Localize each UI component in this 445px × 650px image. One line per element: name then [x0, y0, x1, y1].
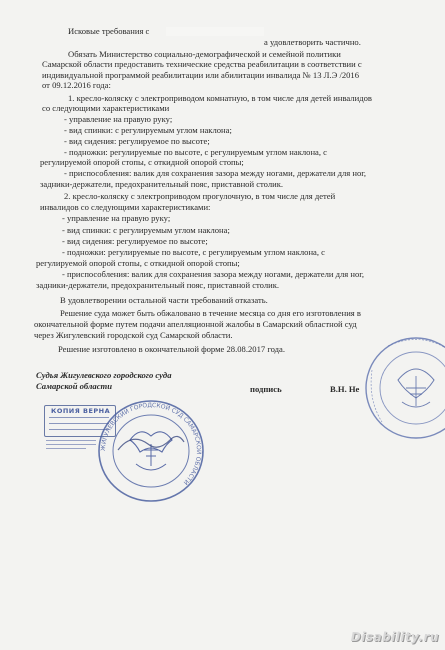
text-line: - приспособления: валик для сохранения зазора между ногами, держатели для ног,: [64, 168, 366, 178]
text-line: инвалидов со следующими характеристиками:: [40, 202, 211, 212]
text-line: задники-держатели, предохранительный пояс, приставной столик.: [36, 280, 280, 290]
text-line: Обязать Министерство социально-демографической и семейной политики: [68, 49, 341, 59]
text-line: через Жигулевский городской суд Самарской области.: [34, 330, 233, 340]
watermark: Disability.ru: [350, 630, 439, 644]
text-line: В удовлетворении остальной части требований отказать.: [60, 295, 268, 305]
text-line: регулируемой опорой стопы, с откидной опорой стопы;: [40, 157, 244, 167]
court-seal-right: [358, 330, 445, 445]
text-line: индивидуальной программой реабилитации или абилитации инвалида № 13 Л.Э /2016: [42, 70, 360, 80]
judge-court-region: Самарской области: [36, 381, 112, 391]
text-line: регулируемой опорой стопы, с откидной опорой стопы;: [36, 258, 240, 268]
text-line: Решение суда может быть обжаловано в течение месяца со дня его изготовления в: [60, 308, 361, 318]
text-line-satisfy: а удовлетворить частично.: [264, 37, 361, 47]
text-line: 1. кресло-коляску с электроприводом комнатную, в том числе для детей инвалидов: [68, 93, 372, 103]
text-line: - управление на правую руку;: [62, 213, 171, 223]
text-line: - приспособления: валик для сохранения зазора между ногами, держатели для ног,: [62, 269, 364, 279]
text-line: - вид сидения: регулируемое по высоте;: [64, 136, 210, 146]
text-line: Самарской области предоставить технические средства реабилитации в соответствии с: [42, 59, 362, 69]
text-line-claims: Исковые требования с: [68, 26, 150, 36]
stamp-detail-text: [46, 438, 96, 449]
text-line: - подножки: регулируемые по высоте, с регулируемым углом наклона, с: [64, 147, 327, 157]
text-line: со следующими характеристиками: [42, 103, 170, 113]
text-line: - вид спинки: с регулируемым углом наклона;: [62, 225, 230, 235]
signature-label: подпись: [250, 384, 282, 394]
court-seal: [90, 398, 212, 504]
text-line: - вид спинки: с регулируемым углом наклона;: [64, 125, 232, 135]
text-line: окончательной форме путем подачи апелляционной жалобы в Самарский областной суд: [34, 319, 357, 329]
judge-title: Судья Жигулевского городского суда: [36, 370, 172, 380]
text-line: - управление на правую руку;: [64, 114, 173, 124]
text-line: от 09.12.2016 года:: [42, 80, 111, 90]
judge-name: В.Н. Не: [330, 384, 360, 394]
seal-ring-text: ЖИГУЛЕВСКИЙ ГОРОДСКОЙ СУД САМАРСКОЙ ОБЛАСТИ: [99, 401, 203, 486]
text-line: - вид сидения: регулируемое по высоте;: [62, 236, 208, 246]
text-line: 2. кресло-коляску с электроприводом прогулочную, в том числе для детей: [64, 191, 336, 201]
copy-stamp-label: КОПИЯ ВЕРНА: [51, 407, 111, 415]
text-line: - подножки: регулируемые по высоте, с регулируемым углом наклона, с: [62, 247, 325, 257]
text-line: задники-держатели, предохранительный пояс, приставной столик.: [40, 179, 284, 189]
redaction: [166, 27, 264, 36]
text-line: Решение изготовлено в окончательной форме 28.08.2017 года.: [58, 344, 286, 354]
